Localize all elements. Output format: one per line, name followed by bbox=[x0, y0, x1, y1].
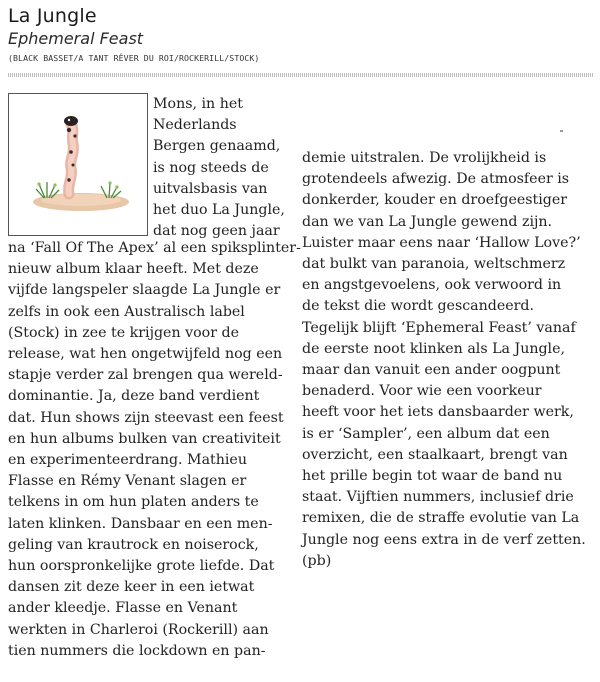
text-line: en angstgevoelens, ook verwoord in bbox=[302, 277, 562, 294]
text-line: dat bulkt van paranoia, weltschmerz bbox=[302, 256, 566, 273]
text-line: dominantie. Ja, deze band verdient bbox=[8, 388, 260, 405]
text-line: maar dan vanuit een ander oogpunt bbox=[302, 362, 561, 379]
record-labels: (BLACK BASSET/A TANT RÊVER DU ROI/ROCKERILL/STOCK) bbox=[8, 53, 260, 63]
band-name: La Jungle bbox=[8, 5, 97, 27]
text-line: vijfde langspeler slaagde La Jungle er bbox=[8, 282, 281, 299]
text-line: staat. Vijftien nummers, inclusief drie bbox=[302, 489, 574, 506]
text-line: Jungle nog eens extra in de verf zetten. bbox=[302, 531, 586, 548]
intro-text bbox=[153, 94, 303, 242]
text-line: stapje verder zal brengen qua wereld- bbox=[8, 367, 283, 384]
text-line: is er ‘Sampler’, een album dat een bbox=[302, 425, 550, 442]
text-line: Tegelijk blijft ‘Ephemeral Feast’ vanaf bbox=[302, 319, 576, 336]
text-line: Bergen genaamd, bbox=[153, 138, 281, 155]
text-line: en hun albums bulken van creativiteit bbox=[8, 430, 281, 447]
text-line: benaderd. Voor wie een voorkeur bbox=[302, 383, 542, 400]
text-line: release, wat hen ongetwijfeld nog een bbox=[8, 346, 283, 363]
text-line: dat nog geen jaar bbox=[153, 223, 280, 240]
text-line: zelfs in ook een Australisch label bbox=[8, 303, 245, 320]
text-line: geling van krautrock en noiserock, bbox=[8, 536, 259, 553]
text-line: dansen zit deze keer in een ietwat bbox=[8, 579, 255, 596]
text-line: telkens in om hun platen anders te bbox=[8, 494, 259, 511]
text-line: donkerder, kouder en droefgeestiger bbox=[302, 192, 568, 209]
text-line: (pb) bbox=[302, 552, 332, 569]
text-line: ander kleedje. Flasse en Venant bbox=[8, 600, 238, 617]
text-line: overzicht, een staalkaart, brengt van bbox=[302, 446, 568, 463]
text-line: en experimenteerdrang. Mathieu bbox=[8, 452, 247, 469]
text-line: dan we van La Jungle gewend zijn. bbox=[302, 213, 553, 230]
text-line: de tekst die wordt gescandeerd. bbox=[302, 298, 535, 315]
text-line: werkten in Charleroi (Rockerill) aan bbox=[8, 621, 269, 638]
text-line: is nog steeds de bbox=[153, 159, 269, 176]
text-line: dat. Hun shows zijn steevast een feest bbox=[8, 409, 284, 426]
review-header bbox=[8, 4, 588, 64]
text-line: het duo La Jungle, bbox=[153, 202, 285, 219]
album-cover bbox=[8, 93, 148, 236]
text-line: nieuw album klaar heeft. Met deze bbox=[8, 261, 259, 278]
text-line: het prille begin tot waar de band nu bbox=[302, 468, 563, 485]
text-line: Luister maar eens naar ‘Hallow Love?’ bbox=[302, 234, 581, 251]
text-line: Mons, in het bbox=[153, 96, 243, 112]
header-divider bbox=[8, 73, 594, 77]
text-line: grotendeels afwezig. De atmosfeer is bbox=[302, 171, 570, 188]
album-cover-figure-icon bbox=[9, 94, 147, 235]
text-line: Flasse en Rémy Venant slagen er bbox=[8, 473, 247, 490]
print-speck bbox=[560, 130, 563, 132]
text-line: laten klinken. Dansbaar en een men- bbox=[8, 515, 273, 532]
text-line: (Stock) in zee te krijgen voor de bbox=[8, 324, 239, 341]
text-line: de eerste noot klinken als La Jungle, bbox=[302, 340, 565, 357]
text-line: heeft voor het iets dansbaarder werk, bbox=[302, 404, 574, 421]
text-line: uitvalsbasis van bbox=[153, 180, 268, 197]
left-column bbox=[8, 238, 301, 662]
text-line: remixen, die de straffe evolutie van La bbox=[302, 510, 580, 527]
right-column bbox=[302, 148, 592, 572]
text-line: na ‘Fall Of The Apex’ al een spiksplinter- bbox=[8, 240, 301, 256]
text-line: hun oorspronkelijke grote liefde. Dat bbox=[8, 558, 275, 575]
text-line: tien nummers die lockdown en pan- bbox=[8, 642, 266, 659]
text-line: demie uitstralen. De vrolijkheid is bbox=[302, 150, 547, 166]
album-title: Ephemeral Feast bbox=[8, 29, 144, 48]
text-line: Nederlands bbox=[153, 117, 237, 134]
